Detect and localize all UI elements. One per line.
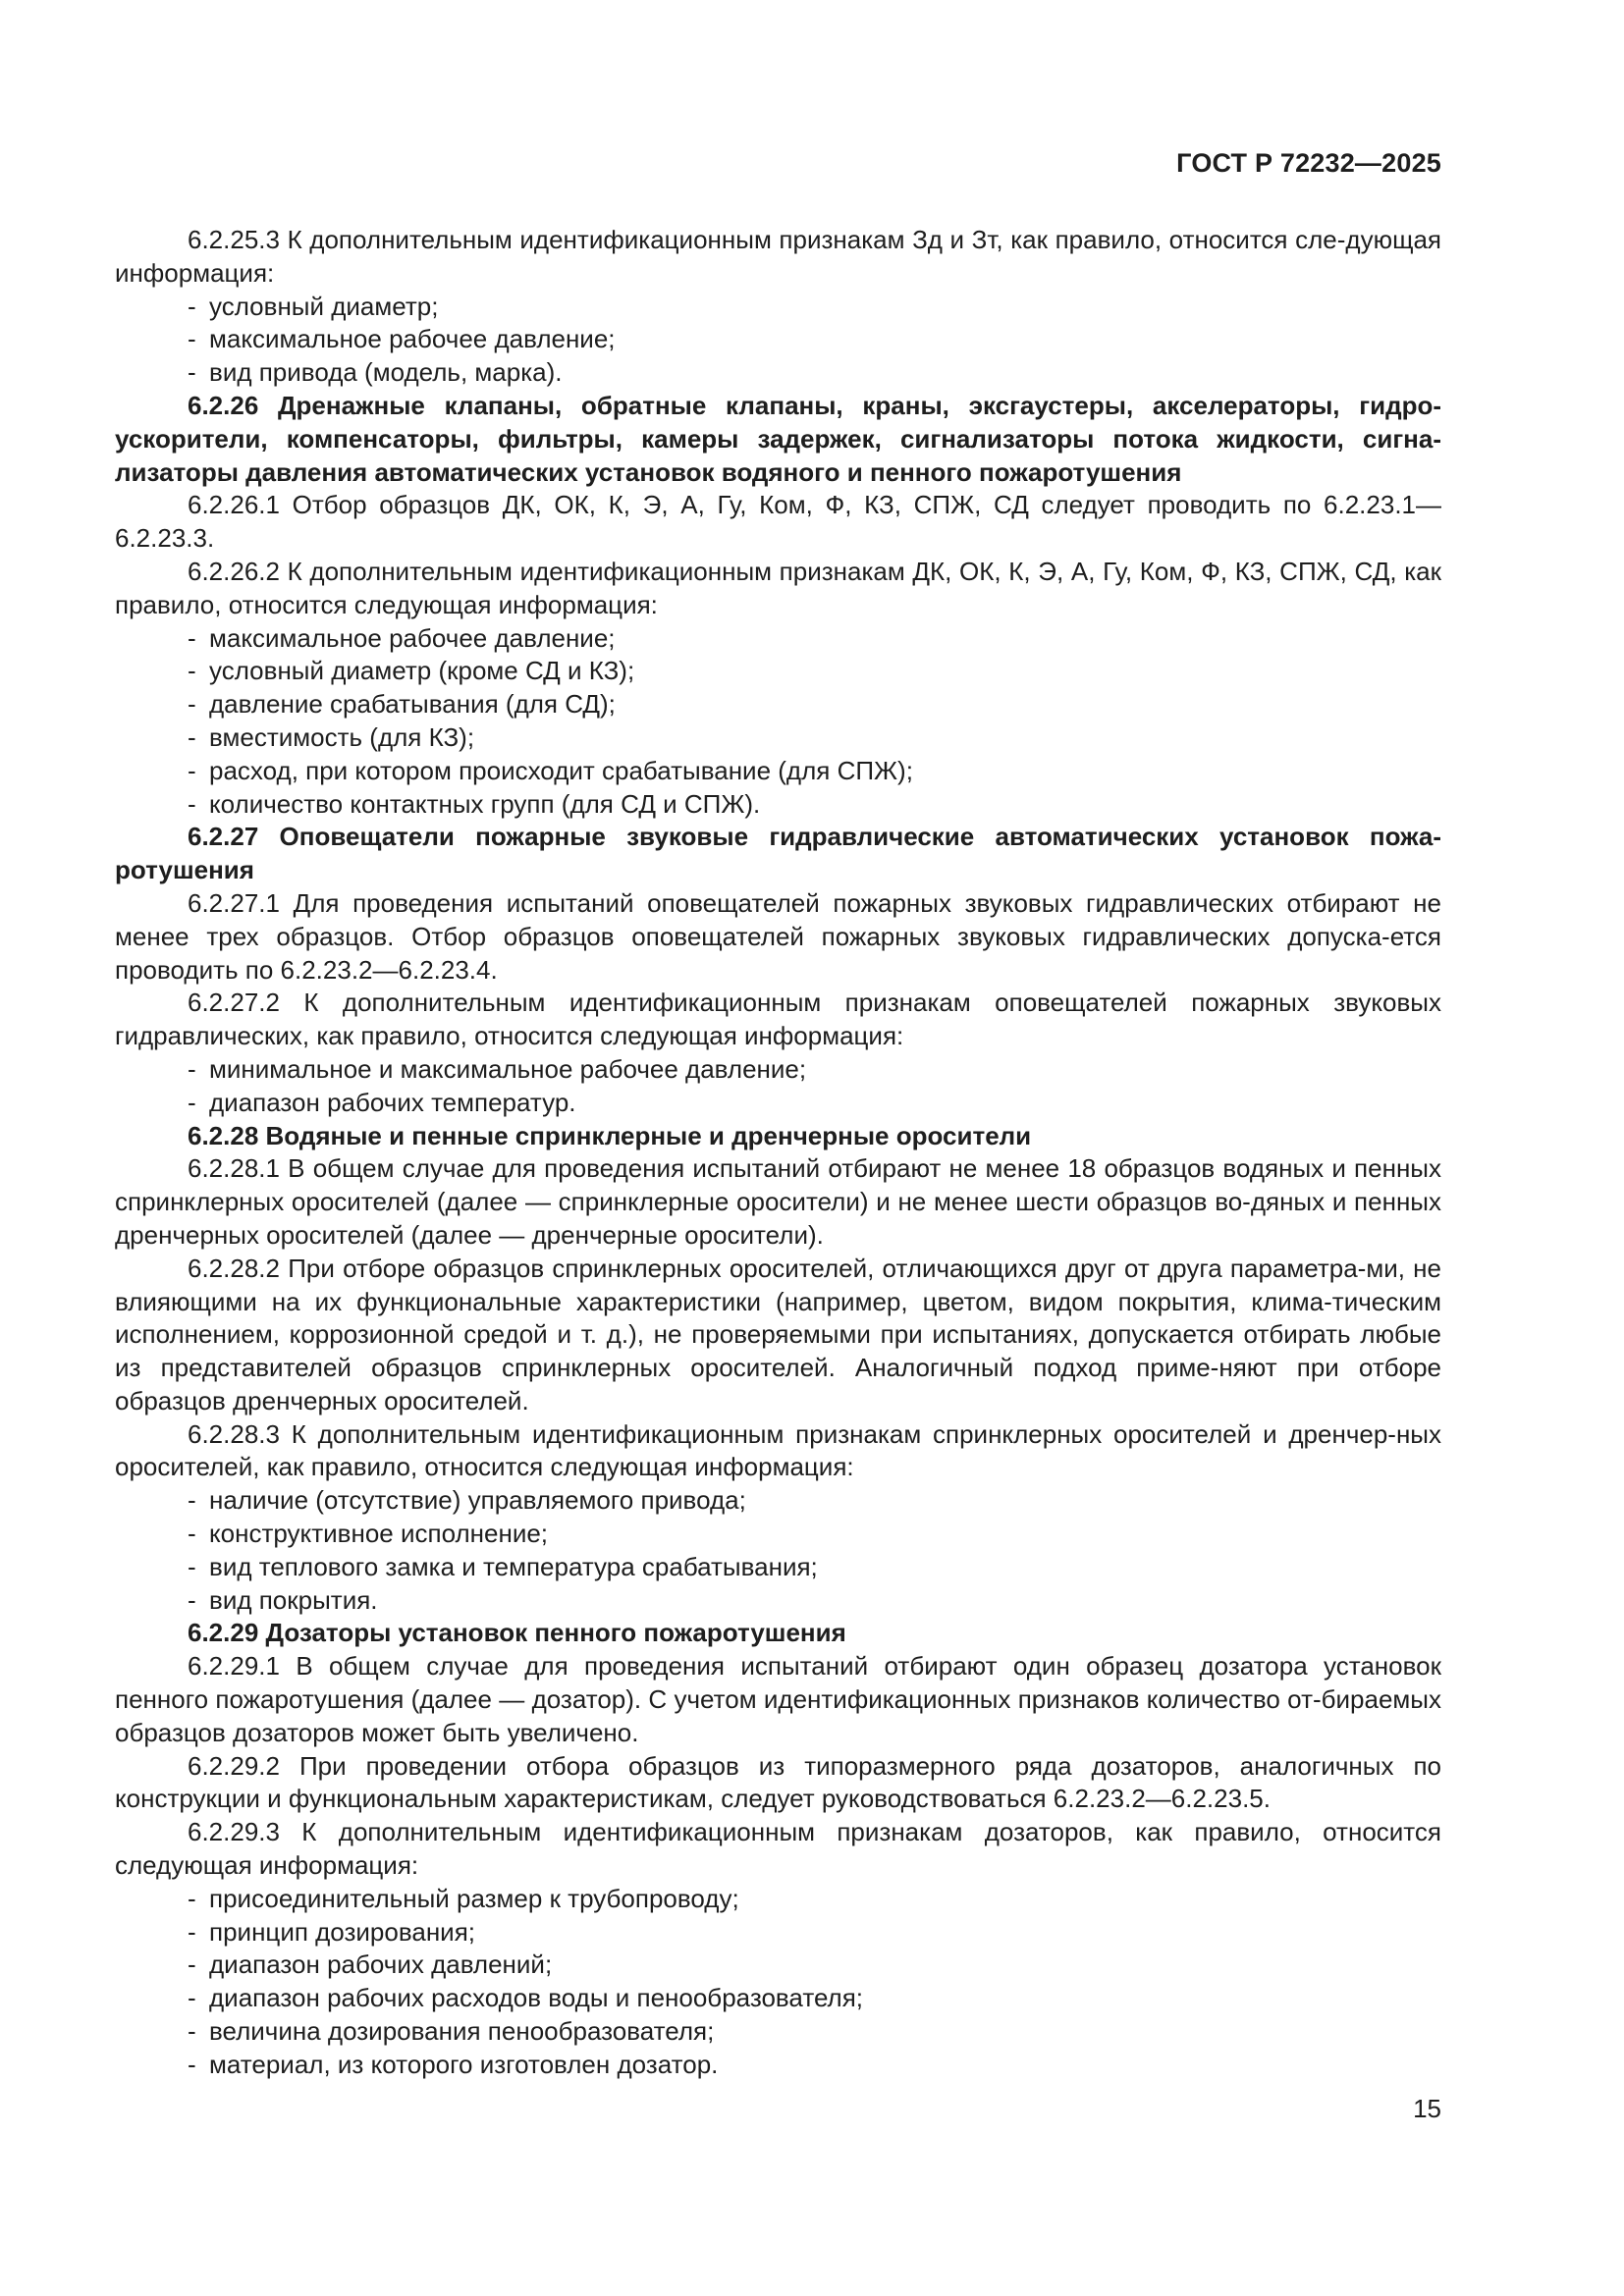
list-marker: - [188, 1485, 196, 1516]
list-item-text: вид привода (модель, марка). [209, 357, 563, 388]
list-item [115, 1883, 1441, 1916]
list-item [115, 1551, 1441, 1584]
paragraph: 6.2.29.3 К дополнительным идентификационным признакам дозаторов, как правило, относится следующая информация: [115, 1817, 1441, 1881]
section-heading: 6.2.29 Дозаторы установок пенного пожаротушения [188, 1618, 846, 1648]
paragraph: 6.2.29.1 В общем случае для проведения испытаний отбирают один образец дозатора установок пенного пожаротушения (далее — дозатор). С учетом идентификационных признаков количество от-бираемых образцов дозаторов может быть увеличено. [115, 1651, 1441, 1747]
list-item [115, 788, 1441, 822]
list-marker: - [188, 1983, 196, 2013]
list-item-text: условный диаметр; [209, 291, 439, 321]
list-marker: - [188, 755, 196, 785]
list-item-text: величина дозирования пенообразователя; [209, 2016, 715, 2047]
list-item-text: вид покрытия. [209, 1584, 378, 1615]
list-item-text: конструктивное исполнение; [209, 1519, 549, 1549]
list-item-text: максимальное рабочее давление; [209, 622, 616, 653]
list-marker: - [188, 1053, 196, 1084]
list-item-text: присоединительный размер к трубопроводу; [209, 1883, 739, 1913]
list-item-text: диапазон рабочих давлений; [209, 1949, 553, 1980]
list-marker: - [188, 1551, 196, 1581]
list-marker: - [188, 656, 196, 686]
list-item-text: вид теплового замка и температура срабатывания; [209, 1551, 818, 1581]
list-item-text: вместимость (для КЗ); [209, 721, 475, 752]
list-item-text: принцип дозирования; [209, 1916, 476, 1947]
paragraph: 6.2.27.1 Для проведения испытаний оповещателей пожарных звуковых гидравлических отбирают не менее трех образцов. Отбор образцов оповещателей пожарных звуковых гидравлических допуска-ется проводить по 6.2.23.2—6.2.23.4. [115, 887, 1441, 985]
list-item [115, 1982, 1441, 2015]
page-number: 15 [1413, 2094, 1441, 2123]
paragraph: 6.2.26.1 Отбор образцов ДК, ОК, К, Э, А, Гу, Ком, Ф, КЗ, СПЖ, СД следует проводить по 6.2.23.1—6.2.23.3. [115, 490, 1441, 554]
list-marker: - [188, 2049, 196, 2079]
paragraph: 6.2.29.2 При проведении отбора образцов из типоразмерного ряда дозаторов, аналогичных по конструкции и функциональным характеристикам, следует руководствоваться 6.2.23.2—6.2.23.5. [115, 1750, 1441, 1814]
list-marker: - [188, 291, 196, 321]
list-item [115, 622, 1441, 656]
list-marker: - [188, 1916, 196, 1947]
list-item [115, 356, 1441, 390]
list-item [115, 323, 1441, 356]
list-item-text: расход, при котором происходит срабатывание (для СПЖ); [209, 755, 913, 785]
list-marker: - [188, 689, 196, 720]
list-item [115, 721, 1441, 755]
list-item [115, 1584, 1441, 1618]
list-marker: - [188, 357, 196, 388]
section-heading: 6.2.26 Дренажные клапаны, обратные клапаны, краны, эксгаустеры, акселераторы, гидро-ускорители, компенсаторы, фильтры, камеры задержек, сигнализаторы потока жидкости, сигна-лизаторы давления автоматических установок водяного и пенного пожаротушения [115, 390, 1441, 487]
list-marker: - [188, 622, 196, 653]
paragraph: 6.2.25.3 К дополнительным идентификационным признакам Зд и Зт, как правило, относится сле-дующая информация: [115, 225, 1441, 288]
paragraph: 6.2.26.2 К дополнительным идентификационным признакам ДК, ОК, К, Э, А, Гу, Ком, Ф, КЗ, СПЖ, СД, как правило, относится следующая информация: [115, 556, 1441, 619]
list-item [115, 1087, 1441, 1120]
list-item [115, 688, 1441, 721]
list-marker: - [188, 1949, 196, 1980]
list-item [115, 2015, 1441, 2049]
list-marker: - [188, 1087, 196, 1117]
list-item-text: наличие (отсутствие) управляемого привода; [209, 1485, 746, 1516]
paragraph: 6.2.27.2 К дополнительным идентификационным признакам оповещателей пожарных звуковых гидравлических, как правило, относится следующая информация: [115, 988, 1441, 1051]
list-item-text: количество контактных групп (для СД и СПЖ). [209, 788, 761, 819]
list-item-text: максимальное рабочее давление; [209, 324, 616, 354]
list-marker: - [188, 721, 196, 752]
list-item-text: материал, из которого изготовлен дозатор. [209, 2049, 719, 2079]
list-item [115, 755, 1441, 788]
list-item [115, 291, 1441, 324]
list-marker: - [188, 1519, 196, 1549]
list-item-text: условный диаметр (кроме СД и КЗ); [209, 656, 635, 686]
list-item [115, 1518, 1441, 1551]
list-item [115, 1484, 1441, 1518]
list-item [115, 2049, 1441, 2082]
paragraph: 6.2.28.1 В общем случае для проведения испытаний отбирают не менее 18 образцов водяных и пенных спринклерных оросителей (далее — спринклерные оросители) и не менее шести образцов во-дяных и пенных дренчерных оросителей (далее — дренчерные оросители). [115, 1153, 1441, 1250]
list-item [115, 655, 1441, 688]
list-marker: - [188, 1584, 196, 1615]
section-heading: 6.2.27 Оповещатели пожарные звуковые гидравлические автоматических установок пожа-ротушения [115, 822, 1441, 885]
list-marker: - [188, 2016, 196, 2047]
list-item-text: диапазон рабочих расходов воды и пенообразователя; [209, 1983, 864, 2013]
list-item-text: минимальное и максимальное рабочее давление; [209, 1053, 807, 1084]
list-marker: - [188, 324, 196, 354]
list-item [115, 1053, 1441, 1087]
document-body [115, 224, 1441, 2082]
document-header: ГОСТ Р 72232—2025 [1176, 148, 1441, 178]
paragraph: 6.2.28.2 При отборе образцов спринклерных оросителей, отличающихся друг от друга параметра-ми, не влияющими на их функциональные характеристики (например, цветом, видом покрытия, клима-тическим исполнением, коррозионной средой и т. д.), не проверяемыми при испытаниях, допускается отбирать любые из представителей образцов спринклерных оросителей. Аналогичный подход приме-няют при отборе образцов дренчерных оросителей. [115, 1253, 1441, 1415]
paragraph: 6.2.28.3 К дополнительным идентификационным признакам спринклерных оросителей и дренчер-ных оросителей, как правило, относится следующая информация: [115, 1418, 1441, 1482]
list-item-text: давление срабатывания (для СД); [209, 689, 616, 720]
list-marker: - [188, 1883, 196, 1913]
list-item [115, 1949, 1441, 1982]
list-item-text: диапазон рабочих температур. [209, 1087, 576, 1117]
section-heading: 6.2.28 Водяные и пенные спринклерные и дренчерные оросители [188, 1120, 1032, 1150]
list-item [115, 1916, 1441, 1949]
list-marker: - [188, 788, 196, 819]
